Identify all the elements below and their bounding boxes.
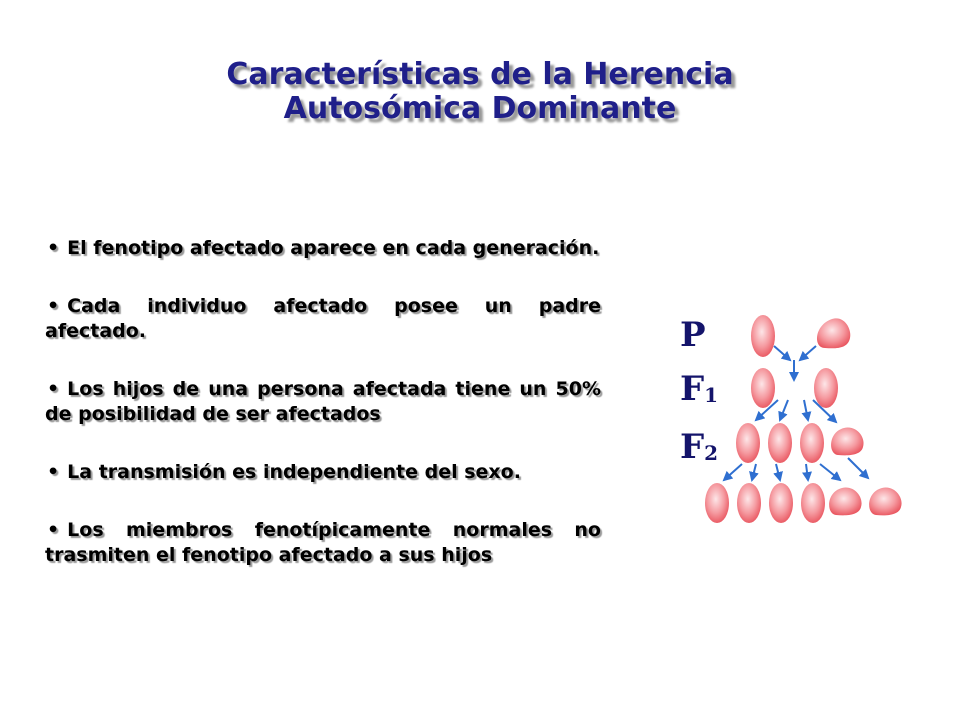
label-p: P <box>680 315 706 355</box>
label-f1-sub: 1 <box>704 383 719 407</box>
bullet-text: El fenotipo afectado aparece en cada generación. <box>67 237 600 259</box>
cell-p-right <box>817 318 850 348</box>
label-f1-letter: F <box>680 369 705 409</box>
arrow <box>774 346 790 360</box>
bullet-dot-icon: • <box>47 461 60 483</box>
arrow <box>848 458 868 478</box>
bullet-dot-icon: • <box>47 519 60 541</box>
slide-title <box>0 58 960 126</box>
cell-f3 <box>769 483 793 523</box>
arrow <box>776 464 780 480</box>
cell-f3-wide <box>869 488 901 516</box>
bullet-text: Cada individuo afectado posee un padre afectado. <box>45 295 601 342</box>
cell-f3 <box>737 483 761 523</box>
title-line-2: Autosómica Dominante <box>283 91 677 126</box>
title-line-1: Características de la Herencia <box>226 57 734 92</box>
bullet-item <box>45 377 601 427</box>
bullet-item <box>45 236 601 261</box>
arrow <box>820 464 840 480</box>
bullet-list <box>45 236 601 601</box>
cell-f2 <box>800 423 824 463</box>
cell-f3 <box>801 483 825 523</box>
arrow <box>806 464 808 480</box>
bullet-text: Los hijos de una persona afectada tiene un 50% de posibilidad de ser afectados <box>45 378 601 425</box>
arrow <box>752 464 756 480</box>
cell-f3 <box>705 483 729 523</box>
arrow <box>780 400 788 420</box>
cell-f1-left <box>751 368 775 408</box>
label-f1 <box>680 369 718 409</box>
arrow <box>724 464 742 480</box>
cell-f2-wide <box>831 428 863 456</box>
bullet-item <box>45 518 601 568</box>
label-f2-letter: F <box>680 427 705 467</box>
arrow <box>800 346 816 360</box>
arrow <box>804 400 808 420</box>
bullet-dot-icon: • <box>47 378 60 400</box>
bullet-text: La transmisión es independiente del sexo. <box>67 461 521 483</box>
cell-p-left <box>751 315 775 357</box>
bullet-dot-icon: • <box>47 237 60 259</box>
label-f2 <box>680 427 718 467</box>
cell-f2 <box>736 423 760 463</box>
inheritance-diagram <box>680 308 910 533</box>
cell-f3-wide <box>829 488 861 516</box>
bullet-text: Los miembros fenotípicamente normales no trasmiten el fenotipo afectado a sus hijos <box>45 519 601 566</box>
cell-f2 <box>768 423 792 463</box>
label-f2-sub: 2 <box>704 441 719 465</box>
cell-f1-right <box>814 368 838 408</box>
bullet-item <box>45 460 601 485</box>
bullet-dot-icon: • <box>47 295 60 317</box>
bullet-item <box>45 294 601 344</box>
